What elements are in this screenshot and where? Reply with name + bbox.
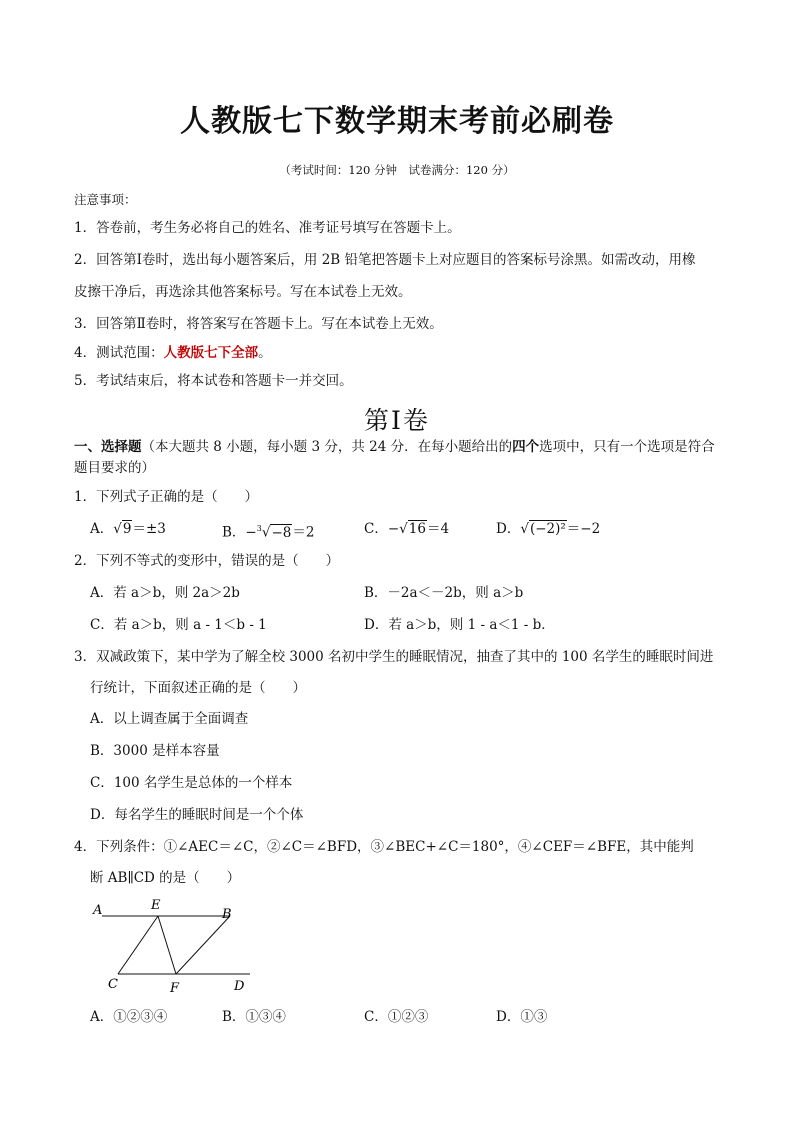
question-3-option-c: C．100 名学生是总体的一个样本 (90, 775, 293, 791)
option-result: ＝−2 (566, 521, 601, 537)
question-1-option-b (222, 519, 314, 543)
point-label-f: F (170, 981, 180, 996)
question-3-option-d: D．每名学生的睡眠时间是一个个体 (90, 807, 304, 823)
part1-heading-emph: 四个 (512, 439, 540, 455)
option-label: A． (90, 521, 114, 537)
question-4-option-b: B．①③④ (222, 1009, 286, 1025)
minus-sign: − (387, 521, 400, 537)
segment-ec (118, 916, 158, 974)
cbrt-expression: √−8 (261, 524, 292, 541)
option-result: ＝2 (292, 524, 315, 541)
question-3-stem-line-1: 3．双减政策下，某中学为了解全校 3000 名初中学生的睡眠情况，抽查了其中的 100 名学生的睡眠时间进 (74, 649, 714, 665)
note-3: 3．回答第Ⅱ卷时，将答案写在答题卡上。写在本试卷上无效。 (74, 316, 443, 332)
point-label-e: E (151, 898, 161, 913)
question-1-stem: 1．下列式子正确的是（ ） (74, 489, 259, 505)
question-2-option-b: B．－2a＜－2b，则 a＞b (364, 585, 524, 601)
question-1-option-a (90, 519, 166, 539)
part1-heading-title: 一、选择题 (74, 439, 142, 455)
segment-bf (176, 916, 230, 974)
question-2-option-a: A．若 a＞b，则 2a＞2b (90, 585, 240, 601)
radicand: 9 (122, 521, 132, 537)
parallel-lines-figure (88, 896, 268, 998)
sqrt-expression: √16 (399, 521, 426, 537)
segment-ef (158, 916, 176, 974)
note-2-line-1: 2．回答第Ⅰ卷时，选出每小题答案后，用 2B 铅笔把答题卡上对应题目的答案标号涂黑。如需改动，用橡 (74, 252, 696, 268)
option-result: ＝±3 (132, 521, 166, 537)
question-3-option-b: B．3000 是样本容量 (90, 743, 220, 759)
point-label-b: B (222, 907, 232, 922)
question-2-stem: 2．下列不等式的变形中，错误的是（ ） (74, 553, 340, 569)
question-3-option-a: A．以上调查属于全面调查 (90, 711, 249, 727)
sqrt-expression: √9 (113, 521, 132, 537)
question-4-option-c: C．①②③ (364, 1009, 429, 1025)
question-4-stem-line-2: 断 AB∥CD 的是（ ） (90, 870, 241, 886)
question-1-option-d (496, 519, 600, 539)
part1-heading-text-2: 选项中，只有一个选项是符合 (539, 439, 715, 455)
question-4-stem-line-1: 4．下列条件：①∠AEC＝∠C，②∠C＝∠BFD，③∠BEC+∠C＝180°，④∠CEF＝∠BFE，其中能判 (74, 839, 694, 855)
root-index: 3 (256, 524, 262, 533)
page-title: 人教版七下数学期末考前必刷卷 (180, 104, 614, 139)
question-1-option-c (364, 519, 449, 539)
option-label: D． (496, 521, 521, 537)
note-1: 1．答卷前，考生务必将自己的姓名、准考证号填写在答题卡上。 (74, 220, 461, 236)
question-4-option-a: A．①②③④ (90, 1009, 168, 1025)
test-scope: 人教版七下全部 (163, 345, 259, 361)
part1-heading-text: （本大题共 8 小题，每小题 3 分，共 24 分．在每小题给出的 (141, 439, 513, 455)
option-label: C． (364, 521, 388, 537)
part1-heading-line-2: 题目要求的） (74, 460, 155, 476)
notes-heading: 注意事项： (74, 192, 137, 207)
question-2-option-d: D．若 a＞b，则 1 - a＜1 - b． (364, 617, 555, 633)
option-result: ＝4 (426, 521, 450, 537)
question-3-stem-line-2: 行统计，下面叙述正确的是（ ） (90, 680, 306, 696)
note-4 (74, 343, 272, 363)
note-4-suffix: 。 (258, 345, 272, 361)
sqrt-expression: √(−2)² (520, 521, 566, 537)
part1-heading (74, 437, 715, 457)
minus-sign: − (245, 524, 257, 541)
note-4-prefix: 4．测试范围： (74, 345, 164, 361)
question-4-option-d: D．①③ (496, 1009, 548, 1025)
question-2-option-c: C．若 a＞b，则 a - 1＜b - 1 (90, 617, 267, 633)
point-label-a: A (93, 903, 103, 918)
point-label-d: D (234, 979, 245, 994)
note-5: 5．考试结束后，将本试卷和答题卡一并交回。 (74, 373, 353, 389)
note-2-line-2: 皮擦干净后，再选涂其他答案标号。写在本试卷上无效。 (74, 284, 412, 300)
radicand: 16 (408, 521, 426, 537)
radicand: (−2)² (529, 521, 566, 537)
radicand: −8 (271, 524, 292, 541)
exam-info: （考试时间：120 分钟 试卷满分：120 分） (279, 163, 515, 177)
point-label-c: C (108, 977, 118, 992)
option-label: B． (222, 524, 246, 541)
section-title: 第Ⅰ卷 (364, 406, 430, 435)
